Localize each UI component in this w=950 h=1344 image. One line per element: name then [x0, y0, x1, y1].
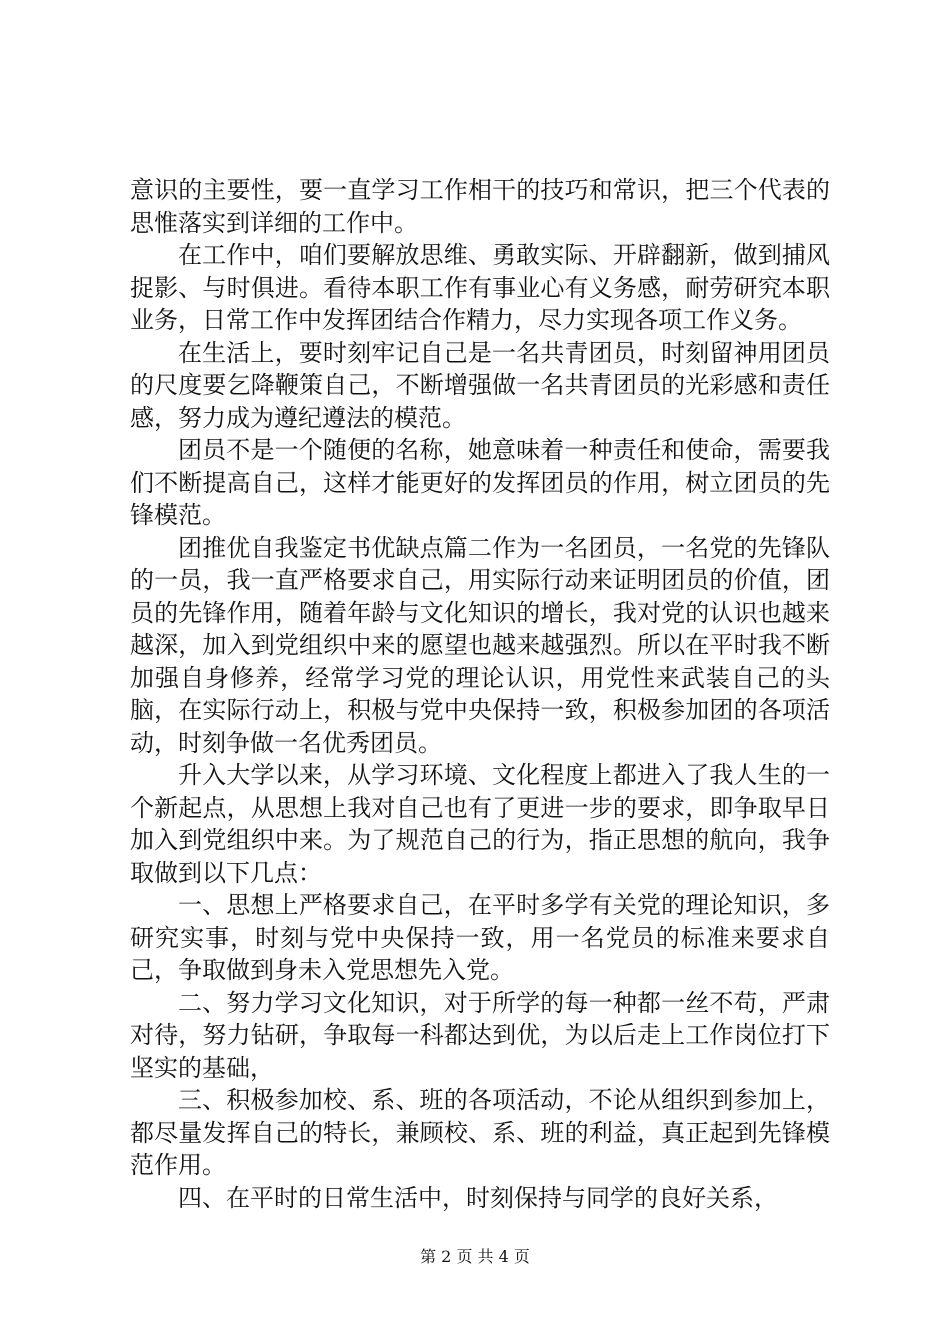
paragraph-5: 团推优自我鉴定书优缺点篇二作为一名团员，一名党的先锋队的一员，我一直严格要求自己，用实际行动来证明团员的价值，团员的先锋作用，随着年龄与文化知识的增长，我对党的认识也越来越深，加入到党组织中来的愿望也越来越强烈。所以在平时我不断加强自身修养，经常学习党的理论认识，用党性来武装自己的头脑，在实际行动上，积极与党中央保持一致，积极参加团的各项活动，时刻争做一名优秀团员。: [130, 533, 830, 757]
page-number: 第 2 页 共 4 页: [420, 1247, 530, 1266]
document-body: [130, 174, 830, 1214]
paragraph-2: 在工作中，咱们要解放思维、勇敢实际、开辟翻新，做到捕风捉影、与时俱进。看待本职工作有事业心有义务感，耐劳研究本职业务，日常工作中发挥团结合作精力，尽力实现各项工作义务。: [130, 241, 830, 334]
paragraph-3: 在生活上，要时刻牢记自己是一名共青团员，时刻留神用团员的尺度要乞降鞭策自己，不断增强做一名共青团员的光彩感和责任感，努力成为遵纪遵法的模范。: [130, 338, 830, 432]
paragraph-10: 四、在平时的日常生活中，时刻保持与同学的良好关系，: [178, 1183, 778, 1212]
paragraph-4: 团员不是一个随便的名称，她意味着一种责任和使命，需要我们不断提高自己，这样才能更好的发挥团员的作用，树立团员的先锋模范。: [130, 436, 830, 529]
page-footer: [0, 1244, 950, 1267]
paragraph-8: 二、努力学习文化知识，对于所学的每一种都一丝不苟，严肃对待，努力钻研，争取每一科都达到优，为以后走上工作岗位打下坚实的基础，: [130, 988, 830, 1082]
paragraph-6: 升入大学以来，从学习环境、文化程度上都进入了我人生的一个新起点，从思想上我对自己也有了更进一步的要求，即争取早日加入到党组织中来。为了规范自己的行为，指正思想的航向，我争取做到以下几点：: [130, 761, 830, 887]
paragraph-9: 三、积极参加校、系、班的各项活动，不论从组织到参加上，都尽量发挥自己的特长，兼顾校、系、班的利益，真正起到先锋模范作用。: [130, 1086, 830, 1179]
paragraph-1: 意识的主要性，要一直学习工作相干的技巧和常识，把三个代表的思惟落实到详细的工作中。: [130, 176, 830, 237]
paragraph-7: 一、思想上严格要求自己，在平时多学有关党的理论知识，多研究实事，时刻与党中央保持一致，用一名党员的标准来要求自己，争取做到身未入党思想先入党。: [130, 891, 830, 984]
